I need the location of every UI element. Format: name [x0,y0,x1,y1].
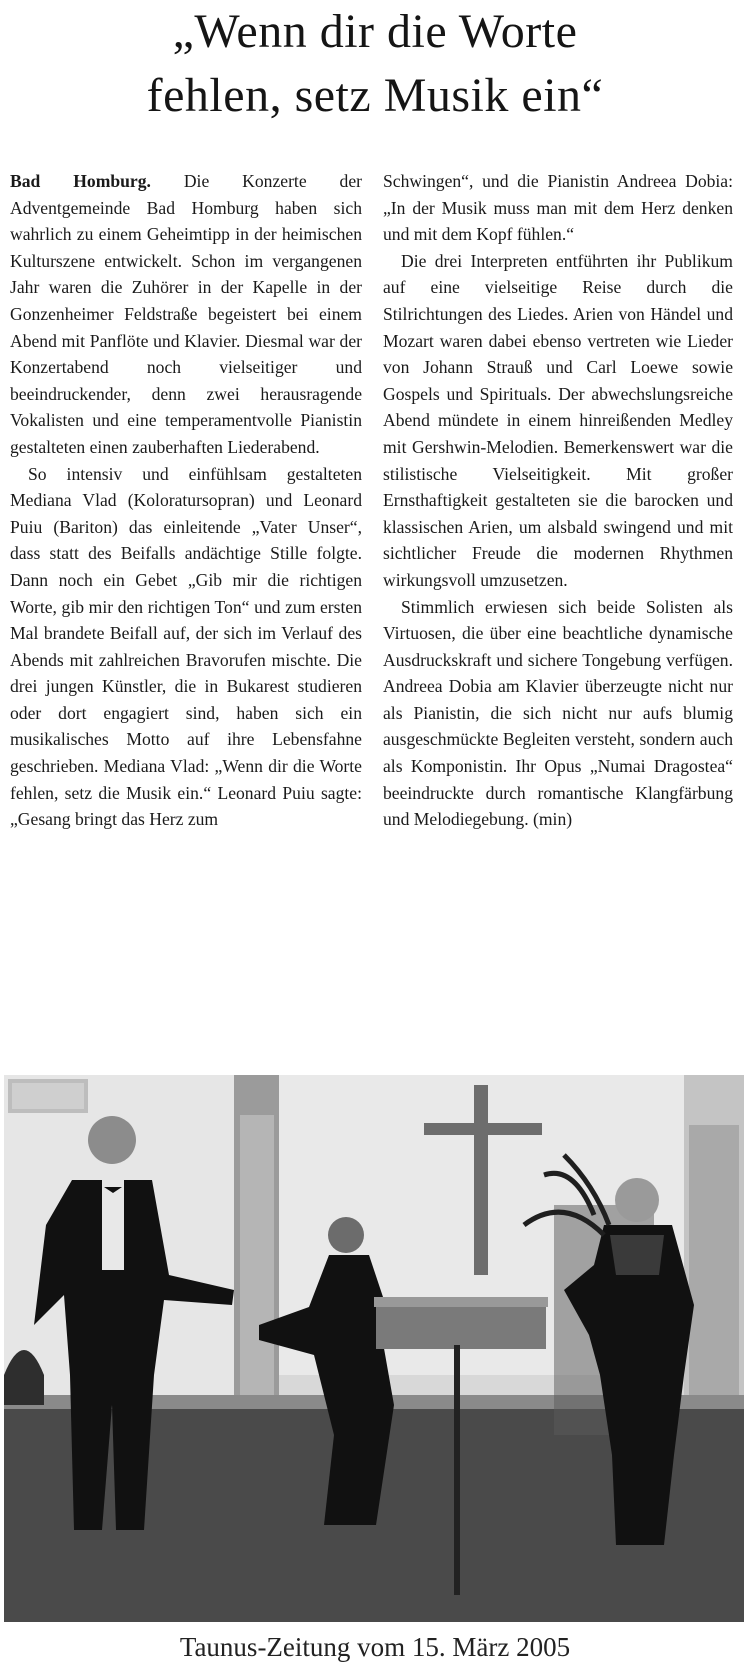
article-paragraph-text: Die Konzerte der Adventgemeinde Bad Homburg haben sich wahrlich zu einem Geheimtipp in der heimischen Kulturszene entwickelt. Schon im vergangenen Jahr waren die Zuhörer in der Kapelle in der Gonzenheimer Feldstraße begeistert bei einem Abend mit Panflöte und Klavier. Diesmal war der Konzertabend noch vielseitiger und beeindruckender, denn zwei herausragende Vokalisten und eine temperamentvolle Pianistin gestalteten einen zauberhaften Liederabend. [10,171,362,457]
article-column-left [10,168,362,1066]
article-paragraph: So intensiv und einfühlsam gestalteten Mediana Vlad (Koloratursopran) und Leonard Puiu (Bariton) das einleitende „Vater Unser“, dass statt des Beifalls andächtige Stille folgte. Dann noch ein Gebet „Gib mir die richtigen Worte, gib mir den richtigen Ton“ und zum ersten Mal brandete Beifall auf, der sich im Verlauf des Abends mit zahlreichen Bravorufen mischte. Die drei jungen Künstler, die in Bukarest studieren oder dort engagiert sind, haben sich ein musikalisches Motto auf ihre Lebensfahne geschrieben. Mediana Vlad: „Wenn dir die Worte fehlen, setz die Musik ein.“ Leonard Puiu sagte: „Gesang bringt das Herz zum [10,463,362,830]
headline-line-1: „Wenn dir die Worte [172,5,578,58]
concert-photo-illustration [4,1075,744,1622]
article-paragraph: Die drei Interpreten entführten ihr Publikum auf eine vielseitige Reise durch die Stilrichtungen des Liedes. Arien von Händel und Mozart waren dabei ebenso vertreten wie Lieder von Johann Strauß und Carl Loewe sowie Gospels und Spirituals. Der abwechslungsreiche Abend mündete in einem hinreißenden Medley mit Gershwin-Melodien. Bemerkenswert war die stilistische Vielseitigkeit. Mit großer Ernsthaftigkeit gestalteten sie die barocken und klassischen Arien, um alsbald swingend und mit sichtlicher Freude die modernen Rhythmen wirkungsvoll umzusetzen. [383,250,733,590]
headline-line-2: fehlen, setz Musik ein“ [146,69,604,122]
article-paragraph: Stimmlich erwiesen sich beide Solisten als Virtuosen, die über eine beachtliche dynamische Ausdruckskraft und sichere Tongebung verfügen. Andreea Dobia am Klavier überzeugte nicht nur als Pianistin, die sich nicht nur aufs blumig ausgeschmückte Begleiten versteht, sondern auch als Komponistin. Ihr Opus „Numai Dragostea“ beeindruckte durch romantische Klangfärbung und Melodiegebung. (min) [383,596,733,830]
article-paragraph: Schwingen“, und die Pianistin Andreea Dobia: „In der Musik muss man mit dem Herz denken und mit dem Kopf fühlen.“ [383,171,733,245]
photo-caption: Taunus-Zeitung vom 15. März 2005 [179,1632,571,1662]
concert-photo [4,1075,744,1622]
article-dateline: Bad Homburg. [10,171,151,191]
article-column-right [383,168,733,1066]
article-body [10,168,738,1066]
article-paragraph [10,168,362,461]
